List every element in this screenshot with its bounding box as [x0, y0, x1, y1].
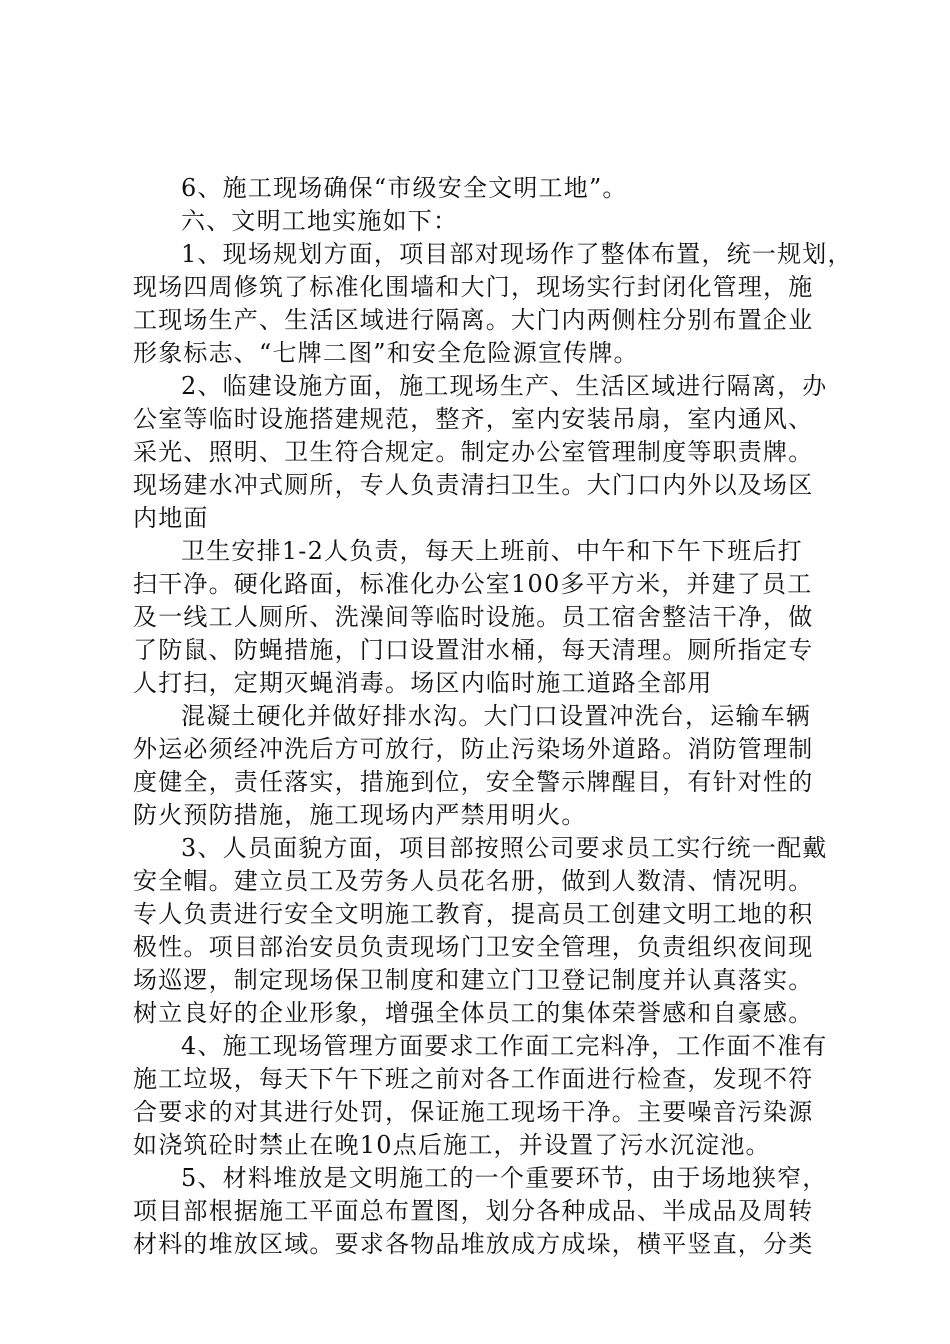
text-line: 公室等临时设施搭建规范，整齐，室内安装吊扇，室内通风、 [133, 405, 814, 433]
text-line: 树立良好的企业形象，增强全体员工的集体荣誉感和自豪感。 [133, 999, 814, 1027]
text-line: 防火预防措施，施工现场内严禁用明火。 [133, 801, 587, 829]
text-line: 现场四周修筑了标准化围墙和大门，现场实行封闭化管理，施 [133, 273, 814, 301]
text-line: 1、现场规划方面，项目部对现场作了整体布置，统一规划， [181, 240, 853, 268]
text-line: 扫干净。硬化路面，标准化办公室100多平方米，并建了员工 [133, 570, 813, 598]
text-line: 六、文明工地实施如下： [181, 207, 459, 235]
text-line: 项目部根据施工平面总布置图，划分各种成品、半成品及周转 [133, 1197, 814, 1225]
text-line: 安全帽。建立员工及劳务人员花名册，做到人数清、情况明。 [133, 867, 814, 895]
text-line: 形象标志、“七牌二图”和安全危险源宣传牌。 [133, 339, 639, 367]
text-line: 了防鼠、防蝇措施，门口设置泔水桶，每天清理。厕所指定专 [133, 636, 814, 664]
text-line: 2、临建设施方面，施工现场生产、生活区域进行隔离，办 [181, 372, 828, 400]
text-line: 极性。项目部治安员负责现场门卫安全管理，负责组织夜间现 [133, 933, 814, 961]
paragraph-site-management [133, 1030, 833, 1162]
text-line: 专人负责进行安全文明施工教育，提高员工创建文明工地的积 [133, 900, 814, 928]
paragraph-section-heading [133, 205, 833, 238]
text-line: 材料的堆放区域。要求各物品堆放成方成垛，横平竖直，分类 [133, 1230, 814, 1258]
text-line: 内地面 [133, 504, 209, 532]
text-line: 现场建水冲式厕所，专人负责清扫卫生。大门口内外以及场区 [133, 471, 814, 499]
text-line: 6、施工现场确保“市级安全文明工地”。 [181, 174, 628, 202]
paragraph-material-stacking [133, 1162, 833, 1261]
text-line: 卫生安排1-2人负责，每天上班前、中午和下午下班后打 [181, 537, 803, 565]
document-body [133, 172, 853, 1261]
paragraph-item-6 [133, 172, 833, 205]
text-line: 混凝土硬化并做好排水沟。大门口设置冲洗台，运输车辆 [181, 702, 811, 730]
text-line: 工现场生产、生活区域进行隔离。大门内两侧柱分别布置企业 [133, 306, 814, 334]
paragraph-site-planning [133, 238, 853, 370]
text-line: 及一线工人厕所、洗澡间等临时设施。员工宿舍整洁干净，做 [133, 603, 814, 631]
text-line: 场巡逻，制定现场保卫制度和建立门卫登记制度并认真落实。 [133, 966, 814, 994]
text-line: 如浇筑砼时禁止在晚10点后施工，并设置了污水沉淀池。 [133, 1131, 771, 1159]
text-line: 采光、照明、卫生符合规定。制定办公室管理制度等职责牌。 [133, 438, 814, 466]
text-line: 度健全，责任落实，措施到位，安全警示牌醒目，有针对性的 [133, 768, 814, 796]
paragraph-concrete-hardening [133, 700, 833, 832]
text-line: 5、材料堆放是文明施工的一个重要环节，由于场地狭窄， [181, 1164, 828, 1192]
paragraph-temporary-facilities [133, 370, 833, 535]
paragraph-sanitation [133, 535, 833, 700]
text-line: 施工垃圾，每天下午下班之前对各工作面进行检查，发现不符 [133, 1065, 814, 1093]
text-line: 外运必须经冲洗后方可放行，防止污染场外道路。消防管理制 [133, 735, 814, 763]
text-line: 4、施工现场管理方面要求工作面工完料净，工作面不准有 [181, 1032, 828, 1060]
paragraph-personnel [133, 832, 833, 1030]
text-line: 合要求的对其进行处罚，保证施工现场干净。主要噪音污染源 [133, 1098, 814, 1126]
text-line: 人打扫，定期灭蝇消毒。场区内临时施工道路全部用 [133, 669, 713, 697]
text-line: 3、人员面貌方面，项目部按照公司要求员工实行统一配戴 [181, 834, 828, 862]
